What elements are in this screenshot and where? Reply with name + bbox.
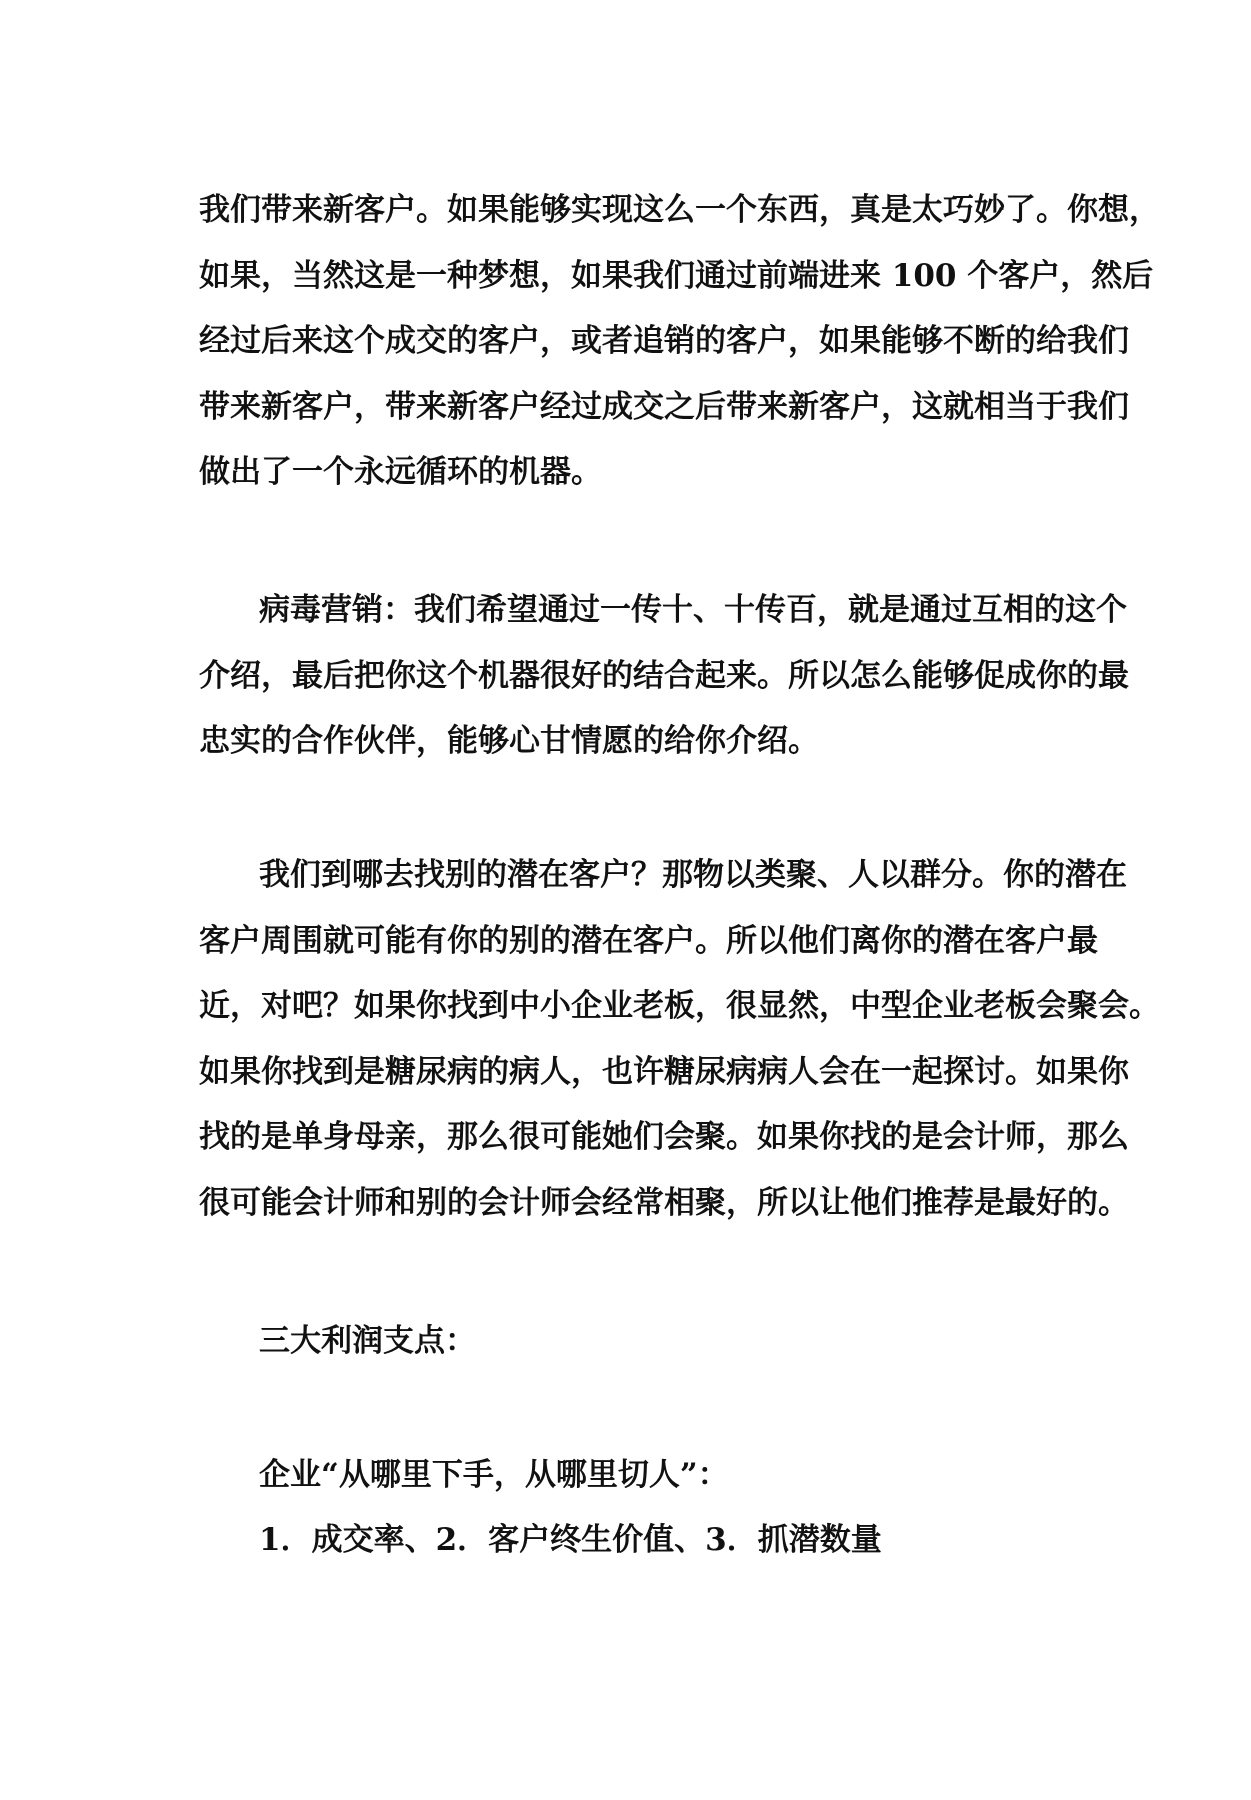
text-line: 如果，当然这是一种梦想，如果我们通过前端进来 100 个客户，然后 bbox=[199, 257, 1154, 294]
text-line: 带来新客户，带来新客户经过成交之后带来新客户，这就相当于我们 bbox=[199, 388, 1129, 425]
paragraph-finding-prospects bbox=[199, 843, 1160, 1236]
text-line: 介绍，最后把你这个机器很好的结合起来。所以怎么能够促成你的最 bbox=[199, 657, 1129, 694]
text-line: 如果你找到是糖尿病的病人，也许糖尿病病人会在一起探讨。如果你 bbox=[199, 1053, 1129, 1090]
text-line: 找的是单身母亲，那么很可能她们会聚。如果你找的是会计师，那么 bbox=[199, 1119, 1129, 1155]
text-line: 做出了一个永远循环的机器。 bbox=[199, 454, 602, 490]
paragraph-where-to-start bbox=[199, 1443, 1079, 1509]
text-line: 经过后来这个成交的客户，或者追销的客户，如果能够不断的给我们 bbox=[199, 323, 1129, 359]
text-line: 近，对吧？如果你找到中小企业老板，很显然，中型企业老板会聚会。 bbox=[199, 988, 1160, 1024]
text-line: 1．成交率、2．客户终生价值、3．抓潜数量 bbox=[259, 1522, 882, 1558]
text-line: 忠实的合作伙伴，能够心甘情愿的给你介绍。 bbox=[199, 723, 819, 759]
text-line: 客户周围就可能有你的别的潜在客户。所以他们离你的潜在客户最 bbox=[199, 922, 1098, 959]
text-line: 病毒营销：我们希望通过一传十、十传百，就是通过互相的这个 bbox=[259, 592, 1127, 628]
text-line: 企业“从哪里下手，从哪里切人”： bbox=[259, 1457, 729, 1493]
list-profit-pivots bbox=[199, 1508, 1079, 1574]
paragraph-viral-marketing bbox=[199, 578, 1129, 775]
text-line: 我们到哪去找别的潜在客户？那物以类聚、人以群分。你的潜在 bbox=[259, 857, 1127, 893]
paragraph-new-customer-loop bbox=[199, 178, 1160, 506]
heading-profit-pivots bbox=[199, 1309, 1079, 1375]
text-line: 三大利润支点： bbox=[259, 1323, 476, 1359]
text-line: 很可能会计师和别的会计师会经常相聚，所以让他们推荐是最好的。 bbox=[199, 1184, 1129, 1221]
text-line: 我们带来新客户。如果能够实现这么一个东西，真是太巧妙了。你想， bbox=[199, 192, 1160, 228]
